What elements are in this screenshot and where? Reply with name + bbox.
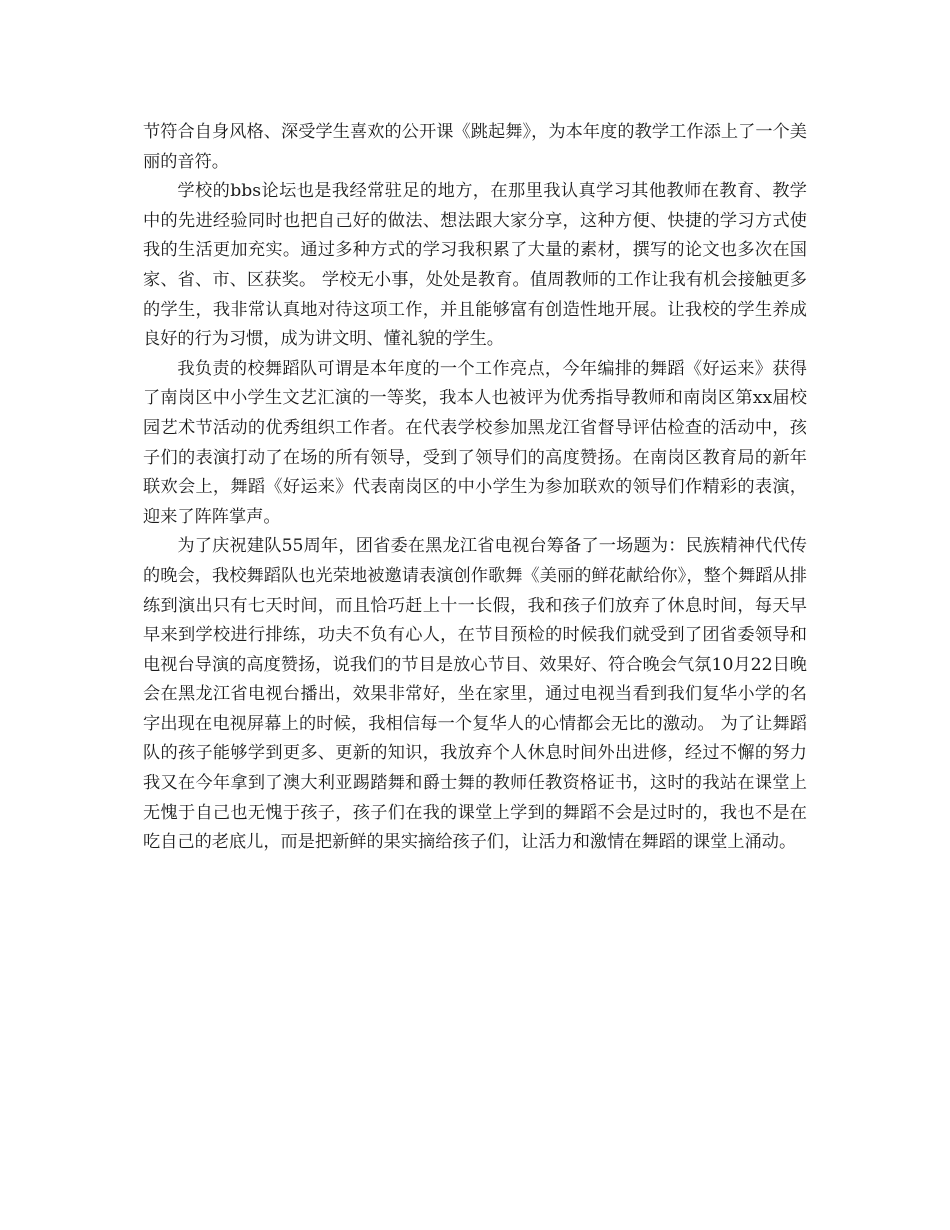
- paragraph-bbs-forum: 学校的bbs论坛也是我经常驻足的地方，在那里我认真学习其他教师在教育、教学中的先进经验同时也把自己好的做法、想法跟大家分享，这种方便、快捷的学习方式使我的生活更加充实。通过多种方式的学习我积累了大量的素材，撰写的论文也多次在国家、省、市、区获奖。 学校无小事，处处是教育。值周教师的工作让我有机会接触更多的学生，我非常认真地对待这项工作，并且能够富有创造性地开展。让我校的学生养成良好的行为习惯，成为讲文明、懂礼貌的学生。: [143, 181, 807, 350]
- paragraph-continued: 节符合自身风格、深受学生喜欢的公开课《跳起舞》，为本年度的教学工作添上了一个美丽的音符。: [143, 122, 807, 172]
- document-body: [143, 118, 807, 858]
- paragraph-anniversary-gala: 为了庆祝建队55周年，团省委在黑龙江省电视台筹备了一场题为：民族精神代代传的晚会，我校舞蹈队也光荣地被邀请表演创作歌舞《美丽的鲜花献给你》，整个舞蹈从排练到演出只有七天时间，而且恰巧赶上十一长假，我和孩子们放弃了休息时间，每天早早来到学校进行排练，功夫不负有心人，在节目预检的时候我们就受到了团省委领导和电视台导演的高度赞扬，说我们的节目是放心节目、效果好、符合晚会气氛10月22日晚会在黑龙江省电视台播出，效果非常好，坐在家里，通过电视当看到我们复华小学的名字出现在电视屏幕上的时候，我相信每一个复华人的心情都会无比的激动。 为了让舞蹈队的孩子能够学到更多、更新的知识，我放弃个人休息时间外出进修，经过不懈的努力我又在今年拿到了澳大利亚踢踏舞和爵士舞的教师任教资格证书，这时的我站在课堂上无愧于自己也无愧于孩子，孩子们在我的课堂上学到的舞蹈不会是过时的，我也不是在吃自己的老底儿，而是把新鲜的果实摘给孩子们，让活力和激情在舞蹈的课堂上涌动。: [143, 536, 807, 853]
- paragraph-dance-team: 我负责的校舞蹈队可谓是本年度的一个工作亮点，今年编排的舞蹈《好运来》获得了南岗区中小学生文艺汇演的一等奖，我本人也被评为优秀指导教师和南岗区第xx届校园艺术节活动的优秀组织工作者。在代表学校参加黑龙江省督导评估检查的活动中，孩子们的表演打动了在场的所有领导，受到了领导们的高度赞扬。在南岗区教育局的新年联欢会上，舞蹈《好运来》代表南岗区的中小学生为参加联欢的领导们作精彩的表演，迎来了阵阵掌声。: [143, 358, 807, 527]
